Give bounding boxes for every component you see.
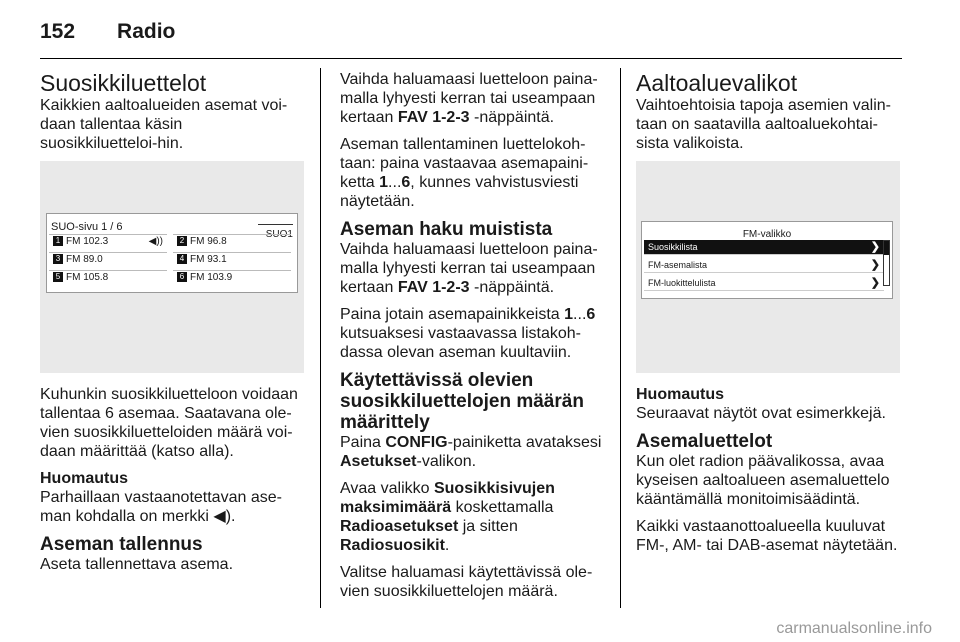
preset-3: 3 FM 89.0 [49,252,167,267]
header-rule [40,58,902,59]
note-box-2: Huomautus Seuraavat näytöt ovat esimerkkejä. [636,386,886,422]
save-text: Aseta tallennettava asema. [40,556,234,573]
column-3 [636,70,904,563]
intro-text: Kaikkien aaltoalueiden asemat voi-daan tallentaa käsin suosikkiluetteloi-hin. [40,97,288,152]
heading-station-lists: Asemaluettelot [636,431,773,452]
column-divider-1 [320,68,321,608]
recall-press-text: Paina jotain asemapainikkeista 1...6 kutsuaksesi vastaavassa listakoh-dassa olevan aseman kuultaviin. [340,306,596,361]
select-count-text: Valitse haluamasi käytettävissä ole-vien suosikkiluettelojen määrä. [340,564,593,600]
fm-menu-title: FM-valikko [742,229,792,240]
watermark: carmanualsonline.info [776,620,932,637]
column-1 [40,70,304,582]
heading-save-station: Aseman tallennus [40,534,203,555]
screen-tab: SUO1 [258,224,293,244]
chevron-right-icon: ❯ [870,241,880,253]
favourites-screen-image [40,161,304,373]
page-number: 152 [40,20,76,43]
column-2 [340,70,606,609]
page-header [40,20,175,44]
station-list-text-1: Kun olet radion päävalikossa, avaa kyseisen aaltoalueen asemaluettelo kääntämällä monitoimisäädintä. [636,453,890,508]
menu-path-text: Avaa valikko Suosikkisivujen maksimimäärä koskettamalla Radioasetukset ja sitten Radiosuosikit. [340,480,555,554]
preset-6: 6 FM 103.9 [173,270,291,285]
preset-5: 5 FM 105.8 [49,270,167,285]
section-title: Radio [117,20,176,43]
preset-4: 4 FM 93.1 [173,252,291,267]
menu-item-fm-stations: FM-asemalista ❯ [644,258,884,273]
station-list-text-2: Kaikki vastaanottoalueella kuuluvat FM-, AM- tai DAB-asemat näytetään. [636,518,898,554]
fm-menu-screen [641,221,893,299]
chevron-right-icon: ❯ [870,277,880,289]
recall-switch-text: Vaihda haluamaasi luetteloon paina-malla lyhyesti kerran tai useampaan kertaan FAV 1-2-3 -näppäintä. [340,241,598,296]
heading-band-menus: Aaltoaluevalikot [636,70,798,96]
preset-2: 2 FM 96.8 [173,234,291,249]
menu-scrollbar [883,240,890,286]
note-box: Huomautus Parhaillaan vastaanotettavan ase-man kohdalla on merkki ◀). [40,470,282,525]
store-station-text: Aseman tallentaminen luettelokoh-taan: paina vastaavaa asemapaini-ketta 1...6, kunnes vahvistusviesti näytetään. [340,136,589,210]
column-divider-2 [620,68,621,608]
preset-1: 1 FM 102.3 ◀)) [49,234,167,249]
menu-item-favourites: Suosikkilista ❯ [644,240,884,255]
favourites-capacity-text: Kuhunkin suosikkiluetteloon voidaan tallentaa 6 asemaa. Saatavana ole-vien suosikkiluetteloiden määrä voi-daan määrittää (katso alla). [40,386,298,460]
switch-list-text: Vaihda haluamaasi luetteloon paina-malla lyhyesti kerran tai useampaan kertaan FAV 1-2-3 -näppäintä. [340,71,598,126]
heading-recall-station: Aseman haku muistista [340,219,553,240]
screen-title: SUO-sivu 1 / 6 [51,221,123,233]
favourites-screen [46,213,298,293]
chevron-right-icon: ❯ [870,259,880,271]
band-intro-text: Vaihtoehtoisia tapoja asemien valin-taan on saatavilla aaltoaluekohtai-sista valikoista. [636,97,891,152]
config-text: Paina CONFIG-painiketta avataksesi Asetukset-valikon. [340,434,602,470]
heading-favourites: Suosikkiluettelot [40,70,207,96]
heading-list-count: Käytettävissä olevien suosikkiluettelojen määrän määrittely [340,370,584,433]
speaker-icon: ◀)) [148,236,163,247]
menu-item-fm-categories: FM-luokittelulista ❯ [644,276,884,291]
fm-menu-screen-image [636,161,900,373]
